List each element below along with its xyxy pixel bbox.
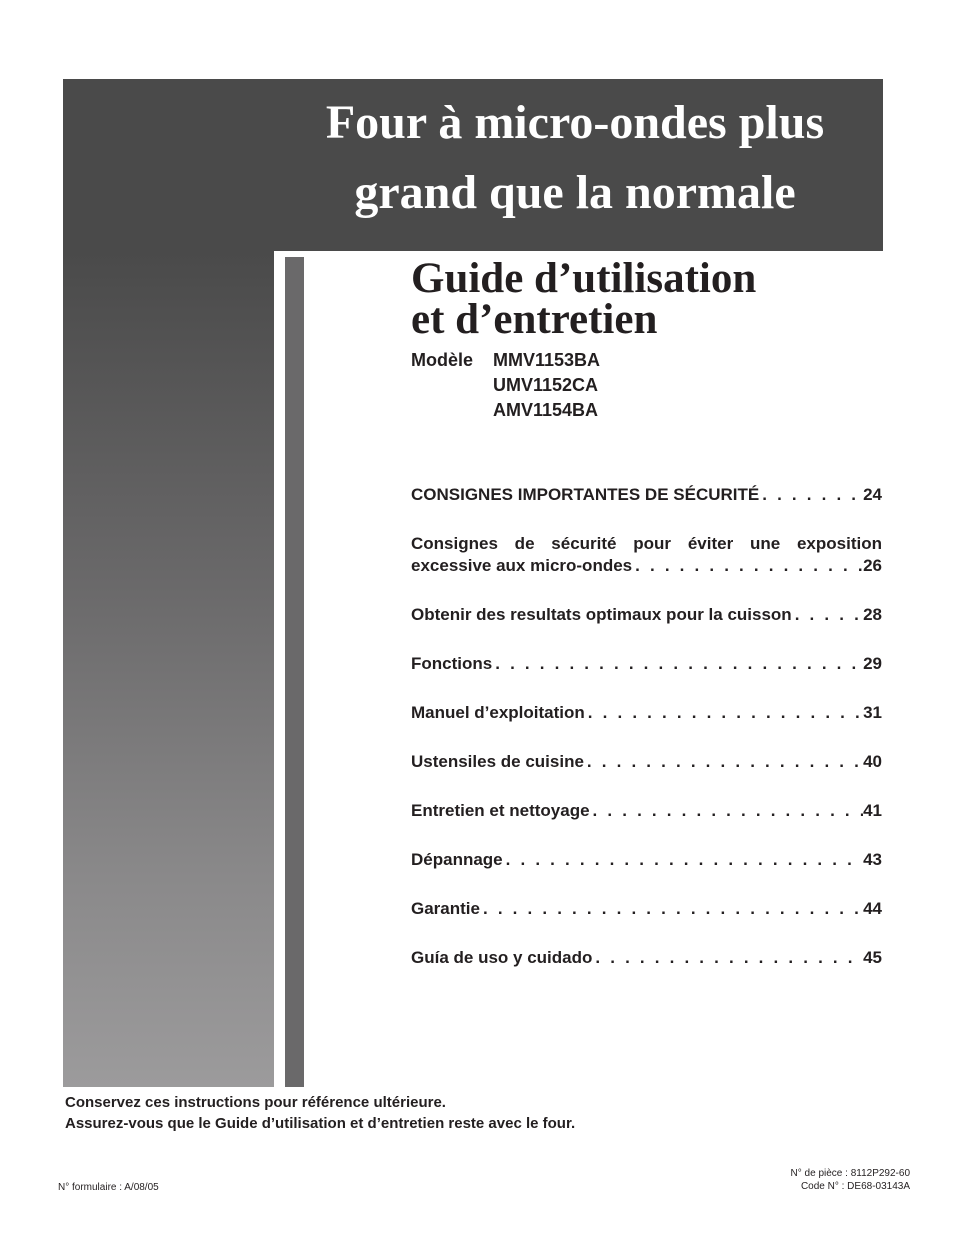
toc-leader-dots (792, 604, 863, 626)
toc-page-number: 24 (863, 485, 882, 504)
toc-item-label: Consignes de sécurité pour éviter une exposition (411, 534, 882, 553)
toc-page-number: 26 (863, 556, 882, 575)
toc-leader-dots (632, 555, 863, 577)
form-number: N° formulaire : A/08/05 (58, 1182, 159, 1193)
part-number: N° de pièce : 8112P292-60 (790, 1168, 910, 1179)
toc-item-features[interactable] (411, 653, 882, 675)
toc-item-label: CONSIGNES IMPORTANTES DE SÉCURITÉ (411, 485, 760, 504)
toc-leader-dots (590, 800, 864, 822)
toc-leader-dots (584, 751, 863, 773)
code-number: Code N° : DE68-03143A (800, 1181, 910, 1192)
toc-leader-dots (492, 653, 863, 675)
model-number: MMV1153BA (493, 350, 601, 370)
toc-item-label: Ustensiles de cuisine (411, 752, 584, 771)
toc-item-label: Manuel d’exploitation (411, 703, 585, 722)
toc-item-label: Fonctions (411, 654, 493, 673)
toc-item-label: Guía de uso y cuidado (411, 948, 593, 967)
main-title (265, 88, 885, 228)
model-list (411, 348, 600, 423)
toc-leader-dots (585, 702, 863, 724)
model-label: Modèle (411, 350, 474, 370)
toc-leader-dots (592, 947, 863, 969)
toc-item-warranty[interactable] (411, 898, 882, 920)
model-number: AMV1154BA (493, 400, 599, 420)
toc-page-number: 45 (863, 948, 882, 967)
toc-item-cookware[interactable] (411, 751, 882, 773)
toc-item-spanish-guide[interactable] (411, 947, 882, 969)
toc-page-number: 44 (863, 899, 882, 918)
table-of-contents (411, 484, 882, 996)
toc-item-label: Dépannage (411, 850, 503, 869)
main-title-line1: Four à micro-ondes plus (325, 96, 825, 149)
toc-item-label: excessive aux micro-ondes (411, 556, 633, 575)
guide-title (411, 255, 757, 343)
keep-instructions-note (65, 1092, 575, 1134)
toc-item-label: Entretien et nettoyage (411, 801, 590, 820)
toc-item-care-cleaning[interactable] (411, 800, 882, 822)
gradient-panel (63, 251, 274, 1087)
toc-page-number: 41 (863, 801, 882, 820)
toc-leader-dots (759, 484, 863, 506)
keep-note-line1: Conservez ces instructions pour référence ultérieure. (65, 1094, 446, 1111)
toc-page-number: 28 (863, 605, 882, 624)
toc-item-microwave-exposure[interactable] (411, 533, 882, 577)
toc-item-label: Garantie (411, 899, 480, 918)
model-number: UMV1152CA (493, 375, 599, 395)
toc-page-number: 40 (863, 752, 882, 771)
part-number-block (791, 1167, 910, 1193)
toc-item-label: Obtenir des resultats optimaux pour la cuisson (411, 605, 792, 624)
keep-note-line2: Assurez-vous que le Guide d’utilisation et d’entretien reste avec le four. (65, 1115, 576, 1132)
toc-page-number: 29 (863, 654, 882, 673)
toc-item-cooking-results[interactable] (411, 604, 882, 626)
toc-leader-dots (480, 898, 863, 920)
toc-page-number: 43 (863, 850, 882, 869)
guide-title-line2: et d’entretien (411, 296, 658, 343)
guide-title-line1: Guide d’utilisation (411, 255, 757, 302)
toc-item-safety[interactable] (411, 484, 882, 506)
toc-leader-dots (503, 849, 863, 871)
accent-bar (285, 257, 304, 1087)
toc-item-operation[interactable] (411, 702, 882, 724)
toc-item-troubleshooting[interactable] (411, 849, 882, 871)
main-title-line2: grand que la normale (354, 166, 796, 219)
toc-page-number: 31 (863, 703, 882, 722)
